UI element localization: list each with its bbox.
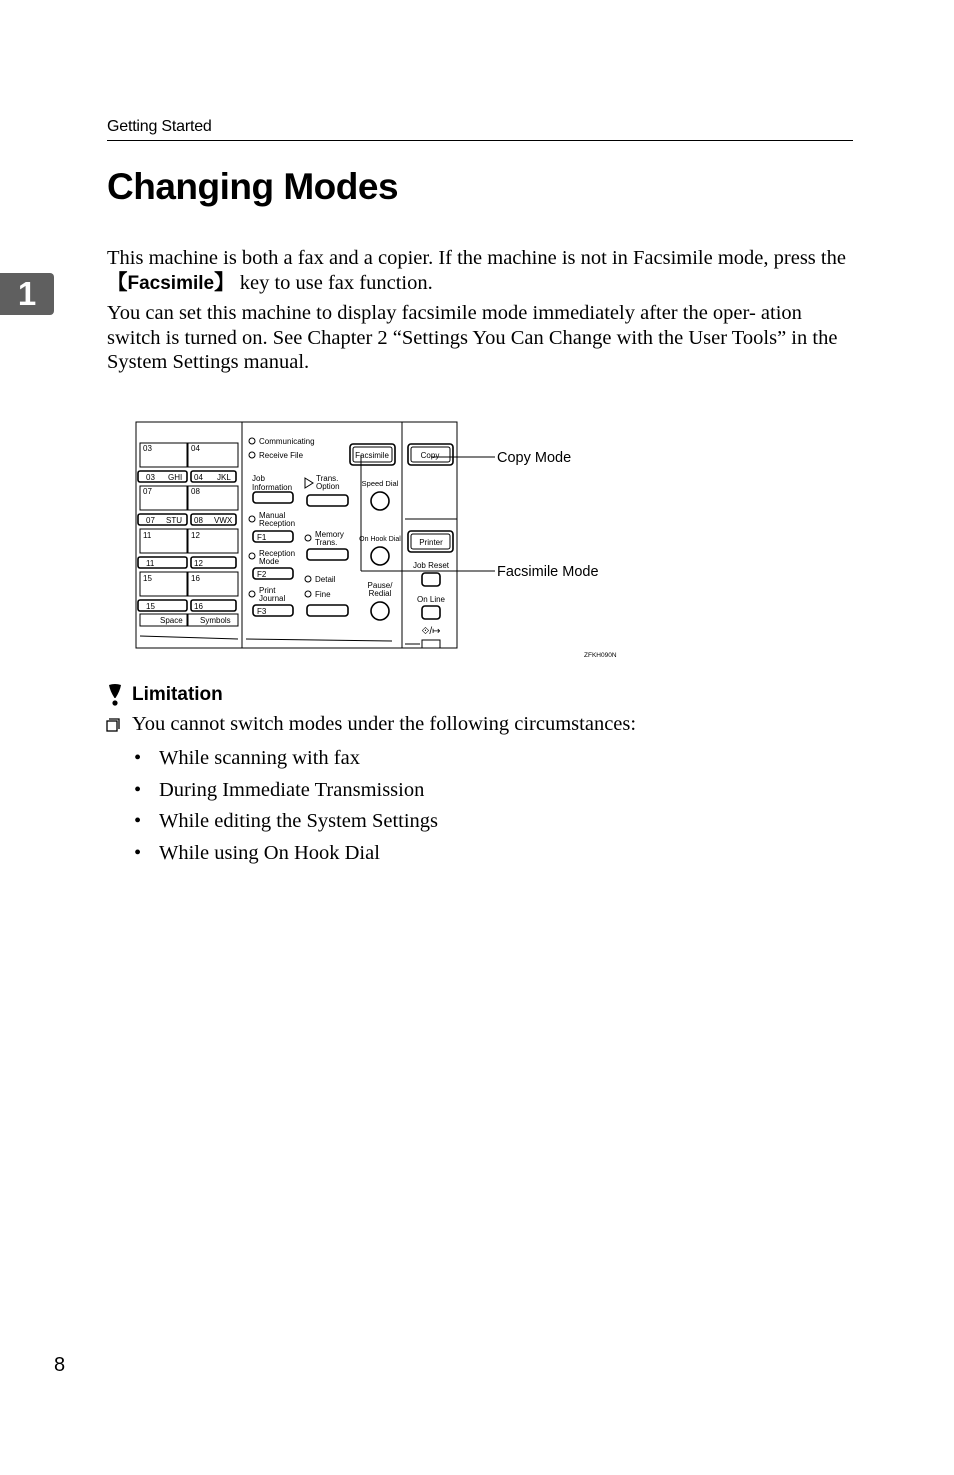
key-label-03: 03 <box>146 473 155 482</box>
key-label-jkl: JKL <box>217 473 231 482</box>
job-information-label-1: Job <box>252 474 265 483</box>
f2-label: F2 <box>257 570 267 579</box>
memory-trans-label-1: Memory <box>315 530 344 539</box>
job-reset-label: Job Reset <box>412 561 450 570</box>
trans-option-label-2: Option <box>316 482 340 491</box>
page-title: Changing Modes <box>107 166 399 207</box>
settings-paragraph: You can set this machine to display facsimile mode immediately after the oper- ation switch is turned on. See Chapter 2 “Settings You Can Change with the User Tools” in the System Settings manual. <box>107 302 838 373</box>
key-label-ghi: GHI <box>168 473 183 482</box>
list-item-text: While editing the System Settings <box>159 810 439 832</box>
list-item-text: While scanning with fax <box>159 747 360 769</box>
receive-file-label: Receive File <box>259 451 304 460</box>
limitation-list <box>134 745 438 871</box>
job-information-label-2: Information <box>252 483 293 492</box>
key-label-08: 08 <box>194 516 203 525</box>
key-label-16: 16 <box>194 602 203 611</box>
on-line-label: On Line <box>416 595 446 604</box>
memory-trans-label-2: Trans. <box>315 538 338 547</box>
figure-code: ZFKH090N <box>584 652 617 659</box>
key-bracket-close: 】 <box>214 271 235 294</box>
key-label-04: 04 <box>194 473 203 482</box>
manual-reception-label-2: Reception <box>259 519 296 528</box>
keypad-label-15: 15 <box>143 574 152 583</box>
reception-mode-label-1: Reception <box>259 549 296 558</box>
trans-option-arrow <box>305 478 313 488</box>
data-in-key <box>422 640 440 648</box>
intro-paragraph <box>107 246 855 296</box>
fine-label: Fine <box>315 590 331 599</box>
keypad-label-08: 08 <box>191 487 200 496</box>
communicating-label: Communicating <box>259 437 315 446</box>
receive-file-indicator <box>249 452 255 458</box>
on-hook-dial-button <box>371 547 389 565</box>
manual-reception-indicator <box>249 516 255 522</box>
on-hook-dial-label: On Hook Dial <box>359 536 401 543</box>
memory-trans-indicator <box>305 535 311 541</box>
limitation-heading <box>106 684 223 706</box>
key-label-stu: STU <box>166 516 182 525</box>
f3-label: F3 <box>257 607 267 616</box>
header-rule <box>107 140 853 141</box>
memory-trans-key <box>307 549 348 560</box>
page-number: 8 <box>54 1354 66 1376</box>
intro-text-before: This machine is both a fax and a copier. If the machine is not in Facsimile mode, press the <box>107 247 846 269</box>
speed-dial-label: Speed Dial <box>361 479 399 488</box>
trans-option-key <box>307 495 348 506</box>
manual-reception-label-1: Manual <box>259 511 286 520</box>
pause-redial-label-2: Redial <box>368 589 392 598</box>
print-journal-indicator <box>249 591 255 597</box>
key-label-15: 15 <box>146 602 155 611</box>
keypad-label-16: 16 <box>191 574 200 583</box>
reception-mode-label-2: Mode <box>259 557 280 566</box>
keypad-label-03: 03 <box>143 444 152 453</box>
limitation-intro <box>106 713 636 736</box>
key-bracket-open: 【 <box>107 271 128 294</box>
checkbox-icon <box>106 718 120 732</box>
on-line-key <box>422 606 440 619</box>
facsimile-key-label: Facsimile <box>127 272 215 294</box>
list-item <box>134 840 438 872</box>
limitation-intro-text: You cannot switch modes under the following circumstances: <box>132 713 637 735</box>
f1-label: F1 <box>257 533 267 542</box>
symbols-label: Symbols <box>200 616 231 625</box>
speed-dial-button <box>371 492 389 510</box>
list-item-text: During Immediate Transmission <box>159 778 425 801</box>
exclamation-icon <box>106 684 124 706</box>
bullet-icon: • <box>134 841 142 864</box>
space-label: Space <box>160 616 183 625</box>
key-label-12: 12 <box>194 559 203 568</box>
keypad-label-12: 12 <box>191 531 200 540</box>
data-in-symbol: ⟐/↦ <box>421 626 441 637</box>
running-head: Getting Started <box>107 118 212 135</box>
print-journal-label-1: Print <box>259 586 276 595</box>
bullet-icon: • <box>134 810 142 832</box>
bullet-icon: • <box>134 778 142 801</box>
pause-redial-label-1: Pause/ <box>367 581 393 590</box>
copy-button-label: Copy <box>420 451 440 460</box>
intro-text-after: key to use fax function. <box>234 271 433 294</box>
key-label-11: 11 <box>146 559 155 568</box>
key-label-07: 07 <box>146 516 155 525</box>
keypad-label-04: 04 <box>191 444 200 453</box>
list-item-text: While using On Hook Dial <box>159 841 380 864</box>
list-item <box>134 808 438 840</box>
print-journal-label-2: Journal <box>259 594 286 603</box>
detail-indicator <box>305 576 311 582</box>
copy-mode-callout: Copy Mode <box>497 450 572 466</box>
chapter-tab: 1 <box>0 273 54 315</box>
detail-label: Detail <box>315 575 336 584</box>
facsimile-button-label: Facsimile <box>355 451 389 460</box>
job-information-key <box>253 492 293 503</box>
limitation-heading-text: Limitation <box>132 684 223 705</box>
control-panel-illustration <box>130 415 650 665</box>
bullet-icon: • <box>134 747 142 769</box>
facsimile-mode-callout: Facsimile Mode <box>497 564 599 580</box>
keypad-label-11: 11 <box>143 531 152 540</box>
trans-option-label-1: Trans. <box>316 474 339 483</box>
list-item <box>134 777 438 809</box>
key-label-vwx: VWX <box>214 516 233 525</box>
fine-indicator <box>305 591 311 597</box>
printer-button-label: Printer <box>419 538 443 547</box>
list-item <box>134 745 438 777</box>
reception-mode-indicator <box>249 553 255 559</box>
job-reset-key <box>422 573 440 586</box>
extra-key <box>307 605 348 616</box>
pause-redial-button <box>371 602 389 620</box>
communicating-indicator <box>249 438 255 444</box>
keypad-label-07: 07 <box>143 487 152 496</box>
